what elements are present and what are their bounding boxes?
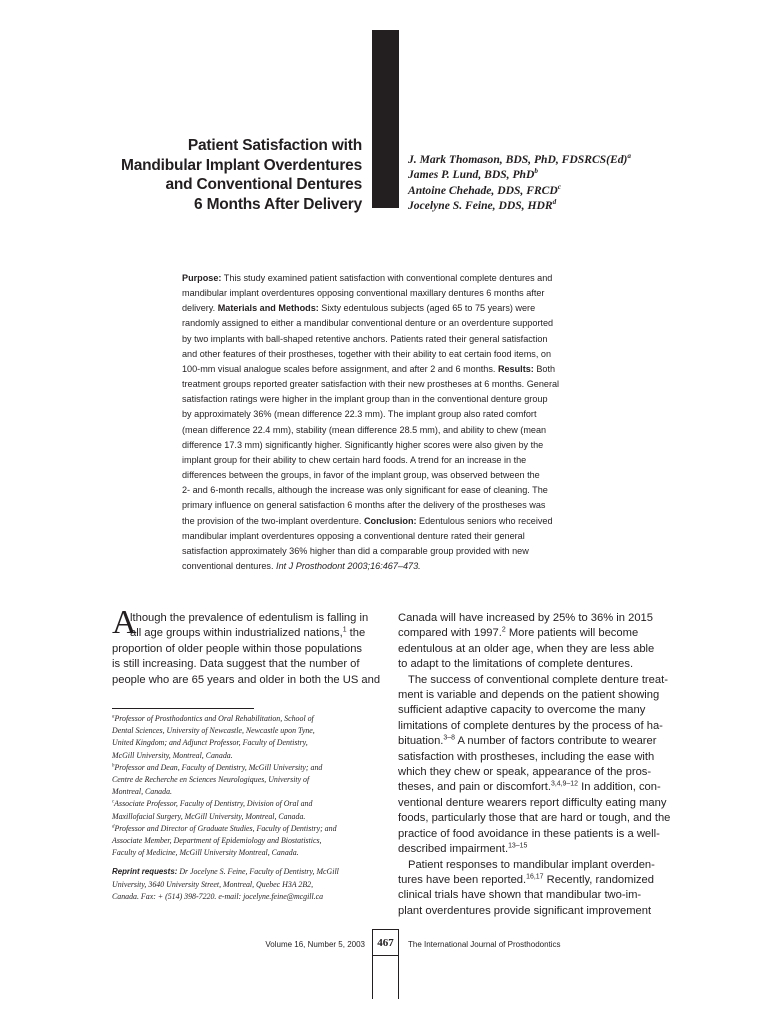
drop-cap: A bbox=[112, 604, 137, 641]
page-number: 467 bbox=[377, 937, 394, 949]
article-title bbox=[90, 136, 362, 214]
title-line: 6 Months After Delivery bbox=[194, 195, 362, 213]
body-left-column: lthough the prevalence of edentulism is falling in all age groups within industrialized nations,$^1$ the proportion of older people within those populations is still increasing. Data suggest that the number of people who are 65 years and older in both the US and bbox=[112, 612, 381, 686]
author: Antoine Chehade, DDS, FRCD$^c$ bbox=[408, 182, 561, 197]
footer-volume: Volume 16, Number 5, 2003 bbox=[265, 940, 365, 949]
title-bar-decoration bbox=[372, 30, 399, 208]
title-line: Patient Satisfaction with bbox=[187, 137, 362, 154]
title-line: Mandibular Implant Overdentures bbox=[121, 156, 362, 174]
page-number-rule bbox=[372, 955, 399, 956]
reprint-label: Reprint requests: bbox=[112, 867, 178, 877]
purpose-label: Purpose: bbox=[182, 273, 222, 283]
body-right-column: Canada will have increased by 25% to 36% in 2015 compared with 1997.$^2$ More patients will become edentulous at an older age, when they are less able to adapt to the limitations of complete dentures. The success of conventional complete denture treat- ment is variable and depends on the patient showing sufficient adaptive capacity to overcome the many limitations of complete dentures by the process of ha- bituation.$^{3-8}$ A number of factors contribute to wearer satisfaction with prostheses, including the ease with which they chew or speak, appearance of the pros- theses, and pain or discomfort.$^{3,4,9-12}$ In addition, con- ventional denture wearers report difficulty eating many foods, particularly those that are hard or tough, and the practice of food avoidance in these patients is a well- described impairment.$^{13-15}$ Patient responses to mandibular implant overden- tures have been reported.$^{16,17}$ Recently, randomized clinical trials have shown that mandibular two-im- plant overdentures provide significant improvement bbox=[398, 612, 671, 917]
results-label: Results: bbox=[497, 363, 534, 374]
conclusion-label: Conclusion: bbox=[363, 515, 417, 526]
abstract: Purpose: This study examined patient satisfaction with conventional complete dentures and mandibular implant overdentures opposing conventional maxillary dentures 6 months after delivery. Materials and Methods: Sixty edentulous subjects (aged 65 to 75 years) were randomly assigned to either a mandibular conventional denture or an overdenture supported by two implants with ball-shaped retentive anchors. Patients rated their general satisfaction and other features of their prostheses, together with their ability to eat certain food items, on 100-mm visual analogue scales before assignment, and after 2 and 6 months. Results: Both treatment groups reported greater satisfaction with their new prostheses at 6 months. General satisfaction ratings were higher in the implant group than in the conventional denture group by approximately 36% (mean difference 22.3 mm). The implant group also rated comfort (mean difference 22.4 mm), stability (mean difference 28.5 mm), and ability to chew (mean difference 17.3 mm) significantly higher. Significantly higher scores were also given by the implant group for their ability to chew certain hard foods. A trend for an increase in the differences between the groups, in favor of the implant group, was observed between the 2- and 6-month recalls, although the increase was only significant for ease of cleaning. The primary influence on general satisfaction 6 months after the delivery of the prostheses was the provision of the two-implant overdenture. Conclusion: Edentulous seniors who received mandibular implant overdentures opposing a conventional denture rated their general satisfaction approximately 36% higher than did a comparable group provided with new conventional dentures. Int J Prosthodont 2003;16:467–473. bbox=[182, 273, 560, 571]
footnotes: $^a$Professor of Prosthodontics and Oral Rehabilitation, School of Dental Sciences, University of Newcastle, Newcastle upon Tyne, United Kingdom; and Adjunct Professor, Faculty of Dentistry, McGill University, Montreal, Canada. $^b$Professor and Dean, Faculty of Dentistry, McGill University; and Centre de Recherche en Sciences Neurologiques, University of Montreal, Canada. $^c$Associate Professor, Faculty of Dentistry, Division of Oral and Maxillofacial Surgery, McGill University, Montreal, Canada. $^d$Professor and Director of Graduate Studies, Faculty of Dentistry; and Associate Member, Department of Epidemiology and Biostatistics, Faculty of Medicine, McGill University Montreal, Canada. Reprint requests: Dr Jocelyne S. Feine, Faculty of Dentistry, McGill University, 3640 University Street, Montreal, Quebec H3A 2B2, Canada. Fax: + (514) 398-7220. e-mail: jocelyne.feine@mcgill.ca bbox=[112, 714, 339, 901]
title-line: and Conventional Dentures bbox=[165, 176, 362, 194]
methods-label: Materials and Methods: bbox=[217, 303, 319, 314]
footer-journal: The International Journal of Prosthodontics bbox=[408, 940, 561, 949]
author: J. Mark Thomason, BDS, PhD, $FDSRCS(Ed)^a$ bbox=[408, 152, 631, 166]
author: Jocelyne S. Feine, DDS, HDR$^d$ bbox=[408, 198, 557, 213]
footnote-rule bbox=[112, 708, 254, 709]
author: James P. Lund, BDS, PhD$^b$ bbox=[408, 167, 538, 182]
author-list bbox=[408, 152, 708, 214]
citation: Int J Prosthodont 2003;16:467–473. bbox=[276, 560, 421, 571]
